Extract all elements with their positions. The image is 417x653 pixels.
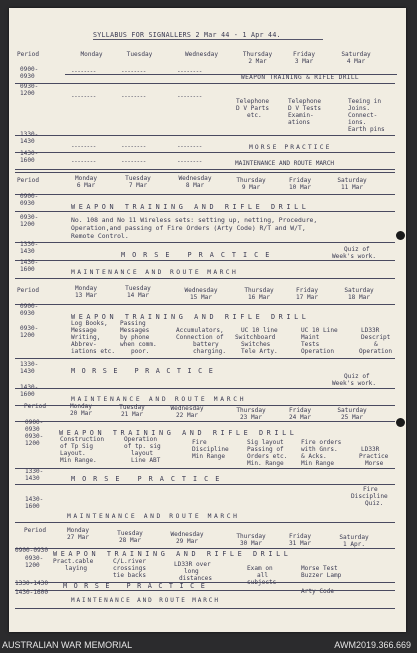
mon-cell-line: Layout. [60,450,86,457]
time-label: 0900-0930 [15,547,49,554]
rule-line [15,169,395,170]
time-label: 1430- [20,150,39,157]
morse-practice-row: MORSE PRACTICE [71,367,220,375]
date-label: 2 Mar [248,58,267,65]
wed-cell-line: long [184,568,199,575]
date-label: 24 Mar [288,414,311,421]
date-label: 13 Mar [74,292,97,299]
rule-line [15,468,395,469]
mon-cell-line: Writing, [71,334,101,341]
thu-cell-line: Tele Arty. [241,348,278,355]
maintenance-row: MAINTENANCE AND ROUTE MARCH [71,396,247,403]
syllabus-document [9,8,406,632]
tue-cell-line: Messages [120,327,150,334]
day-header: Monday [80,51,103,58]
time-label: 1330-1430 [15,580,49,587]
period-label: Period [24,403,47,410]
rule-line [15,358,395,359]
period-label: Period [17,177,40,184]
time-label: 1330- [20,361,39,368]
thu-1200-line: etc. [247,112,262,119]
fri-cell-line: UC 10 Line [301,327,338,334]
sat-cell-line: Practice [359,453,389,460]
fri-cell-line: Tests [301,341,320,348]
tue-cell-line: of tp. sig [124,443,161,450]
maintenance-row: MAINTENANCE AND ROUTE MARCH [71,597,220,604]
lesson-line: Operation,and passing of Fire Orders (Arty Code) R/T and W/T, [71,224,306,232]
day-header: Saturday [344,287,374,294]
date-label: 1 Apr. [342,541,365,548]
dash-placeholder: -------- [177,143,202,150]
date-label: 3 Mar [294,58,314,65]
arty-code-label: Arty Code [301,588,335,595]
time-label: 1430- [20,384,39,391]
fri-1200-line: D V Tests [288,105,322,112]
wed-cell-line: Accumulators, [176,327,224,334]
time-label: 0930- [20,325,39,332]
date-label: 25 Mar [340,414,363,421]
date-label: 31 Mar [288,540,311,547]
time-label: 0930- [25,433,44,440]
fri-cell-line: Min Range [301,460,335,467]
time-label: 0930 [25,426,40,433]
archive-footer [0,635,417,653]
wed-cell-line: Connection of [176,334,224,341]
dash-placeholder: -------- [177,93,202,100]
wed-cell-line: Discipline [192,446,229,453]
day-header: Saturday [341,51,371,58]
mon-cell-line: Min Range. [60,457,97,464]
dash-placeholder: -------- [121,93,146,100]
wed-cell-line: Min Range [192,453,226,460]
day-header: Wednesday [178,175,212,182]
weapon-training-row: WEAPON TRAINING AND RIFLE DRILL [71,203,310,211]
weapon-training-row: WEAPON TRAINING AND RIFLE DRILL [71,313,310,321]
dash-placeholder: -------- [121,68,146,75]
morse-practice-row: MORSE PRACTICE [63,582,212,590]
quiz-line: Quiz of [344,246,370,253]
day-header: Thursday [242,51,273,58]
fire-quiz-line: Fire [363,486,378,493]
lesson-line: Remote Control. [71,232,129,240]
fri-cell-line: Fire orders [301,439,342,446]
sat-1200-line: ions. [348,119,367,126]
thu-cell-line: Switchboard [235,334,276,341]
day-header: Wednesday [170,405,204,412]
maintenance-row: MAINTENANCE AND ROUTE MARCH [71,269,239,276]
day-header: Wednesday [184,287,218,294]
tue-cell-line: Passing [120,320,146,327]
wed-cell-line: charging. [193,348,227,355]
wed-cell-line: Fire [192,439,207,446]
fri-1200-line: Examin- [288,112,314,119]
thu-cell-line: UC 10 line [241,327,278,334]
sat-cell-line: Morse [365,460,384,467]
date-label: 17 Mar [295,294,318,301]
day-header: Tuesday [117,530,143,537]
time-label: 1600 [20,391,35,398]
morse-practice-row: MORSE PRACTICE [121,251,277,259]
day-header: Wednesday [184,51,219,58]
maintenance-row: MAINTENANCE AND ROUTE MARCH [235,160,335,167]
tue-cell-line: by phone [120,334,150,341]
tue-cell-line: tie backs [113,572,147,579]
rule-line [15,152,395,153]
rule-line [15,172,395,173]
fri-cell-line: & Acks. [301,453,327,460]
date-label: 20 Mar [69,410,92,417]
time-label: 1430 [20,248,35,255]
mon-cell-line: Pract.cable [53,558,94,565]
period-label: Period [24,527,47,534]
thu-cell-line: Passing of [247,446,284,453]
dash-placeholder: -------- [177,158,202,165]
period-label: Period [17,287,40,294]
day-header: Saturday [337,407,367,414]
sat-cell-line: Operation [359,348,393,355]
thu-cell-line: Min. Range [247,460,284,467]
dash-placeholder: -------- [71,93,96,100]
tue-cell-line: when comm. [120,341,157,348]
day-header: Monday [66,527,89,534]
time-label: 0930 [20,200,35,207]
rule-line [15,304,395,305]
day-header: Wednesday [170,531,204,538]
time-label: 1200 [20,221,35,228]
document-title: SYLLABUS FOR SIGNALLERS 2 Mar 44 - 1 Apr 44. [93,31,323,40]
thu-1200-line: D V Parts [236,105,270,112]
rule-line [15,522,395,523]
period-label: Period [17,51,40,58]
rule-line [15,484,395,485]
day-header: Saturday [337,177,367,184]
time-label: 0930 [20,73,35,80]
dash-placeholder: -------- [121,143,146,150]
rule-line [15,388,395,389]
date-label: 8 Mar [185,182,205,189]
time-label: 1600 [25,503,40,510]
quiz-line: Week's work. [332,380,377,387]
dash-placeholder: -------- [71,143,96,150]
rule-line [15,242,395,243]
thu-cell-line: subjects [247,579,277,586]
weapon-training-row: WEAPON TRAINING AND RIFLE DRILL [53,550,292,558]
quiz-line: Quiz of [344,373,370,380]
sat-cell-line: LD33R [361,446,380,453]
sat-1200-line: Connect- [348,112,378,119]
time-label: 1430 [20,368,35,375]
dash-placeholder: -------- [71,68,96,75]
day-header: Friday [295,287,318,294]
time-label: 0900- [20,193,39,200]
tue-cell-line: layout [131,450,154,457]
day-header: Tuesday [125,285,151,292]
time-label: 1200 [20,90,35,97]
day-header: Tuesday [119,404,145,411]
day-header: Tuesday [126,51,153,58]
day-header: Tuesday [125,175,151,182]
sat-cell-line: LD33R [361,327,380,334]
rule-line [15,590,395,591]
dash-placeholder: -------- [177,68,202,75]
mon-cell-line: laying [65,565,88,572]
morse-practice-row: MORSE PRACTICE [249,144,332,151]
day-header: Friday [288,407,311,414]
thu-cell-line: Sig layout [247,439,284,446]
day-header: Thursday [236,407,266,414]
sat-1200-line: Teeing in [348,98,382,105]
morse-practice-row: MORSE PRACTICE [71,475,227,483]
day-header: Thursday [236,177,266,184]
rule-line [15,83,395,84]
day-header: Thursday [244,287,274,294]
wed-cell-line: battery [193,341,219,348]
dash-placeholder: -------- [71,158,96,165]
date-label: 9 Mar [241,184,261,191]
date-label: 11 Mar [340,184,363,191]
date-label: 4 Mar [346,58,366,65]
date-label: 22 Mar [175,412,198,419]
fire-quiz-line: Discipline [351,493,388,500]
thu-cell-line: Orders etc. [247,453,288,460]
tue-cell-line: Line ABT [131,457,161,464]
day-header: Monday [74,175,97,182]
thu-cell-line: Exam on [247,565,273,572]
date-label: 10 Mar [288,184,311,191]
date-label: 21 Mar [120,411,143,418]
fri-cell-line: Buzzer Lamp [301,572,342,579]
rule-line [15,194,395,195]
date-label: 23 Mar [239,414,262,421]
weapon-training-row: WEAPON TRAINING AND RIFLE DRILL [59,429,298,437]
fri-cell-line: Maint [301,334,320,341]
time-label: 0930- [20,214,39,221]
time-label: 0930- [25,555,44,562]
maintenance-row: MAINTENANCE AND ROUTE MARCH [67,513,240,520]
mon-cell-line: of Tp Sig [60,443,94,450]
fire-quiz-line: Quiz. [365,500,384,507]
day-header: Thursday [236,533,266,540]
date-label: 14 Mar [126,292,149,299]
lesson-line: No. 108 and No 11 Wireless sets: setting up, netting, Procedure, [71,216,318,224]
date-label: 27 Mar [66,534,89,541]
sat-1200-line: Earth pins [348,126,385,133]
fri-cell-line: Morse Test [301,565,338,572]
fri-cell-line: with Gnrs. [301,446,338,453]
time-label: 1430 [20,138,35,145]
time-label: 0900- [20,66,39,73]
time-label: 1200 [25,562,40,569]
thu-1200-line: Telephone [236,98,270,105]
day-header: Friday [288,177,311,184]
day-header: Friday [292,51,315,58]
quiz-line: Week's work. [332,253,377,260]
rule-line [15,260,395,261]
punch-hole [396,418,405,427]
time-label: 1430-1600 [15,589,49,596]
tue-cell-line: crossings [113,565,147,572]
day-header: Monday [74,285,97,292]
time-label: 1330- [25,468,44,475]
time-label: 0930 [20,310,35,317]
date-label: 16 Mar [247,294,270,301]
sat-1200-line: Joins. [348,105,371,112]
sat-cell-line: Descript [361,334,391,341]
date-label: 28 Mar [118,537,141,544]
tue-cell-line: C/L.river [113,558,147,565]
date-label: 7 Mar [128,182,148,189]
time-label: 0900- [20,303,39,310]
fri-cell-line: Operation [301,348,335,355]
mon-cell-line: Construction [60,436,105,443]
date-label: 6 Mar [76,182,96,189]
date-label: 18 Mar [347,294,370,301]
date-label: 29 Mar [175,538,198,545]
time-label: 0900- [25,419,44,426]
rule-line [15,548,395,549]
footer-accession-id: AWM2019.366.669 [334,640,411,650]
weapon-training-row: WEAPON TRAINING & RIFLE DRILL [241,74,359,81]
tue-cell-line: Operation [124,436,158,443]
time-label: 1200 [20,332,35,339]
sat-cell-line: & [374,341,378,348]
time-label: 1330- [20,241,39,248]
time-label: 1430- [25,496,44,503]
footer-institution: AUSTRALIAN WAR MEMORIAL [2,640,133,650]
time-label: 1430- [20,259,39,266]
dash-placeholder: -------- [121,158,146,165]
thu-cell-line: Switches [241,341,271,348]
day-header: Saturday [339,534,369,541]
time-label: 0930- [20,83,39,90]
tue-cell-line: poor. [131,348,150,355]
date-label: 15 Mar [189,294,212,301]
date-label: 30 Mar [239,540,262,547]
fri-1200-line: ations [288,119,311,126]
rule-line [15,211,395,212]
time-label: 1600 [20,266,35,273]
mon-cell-line: Message [71,327,97,334]
thu-cell-line: all [257,572,269,579]
wed-cell-line: distances [179,575,213,582]
time-label: 1200 [25,440,40,447]
rule-line [15,421,395,422]
fri-1200-line: Telephone [288,98,322,105]
wed-cell-line: LD33R over [174,561,211,568]
rule-line [15,278,395,279]
mon-cell-line: iations etc. [71,348,116,355]
day-header: Friday [288,533,311,540]
punch-hole [396,231,405,240]
rule-line [15,608,395,609]
time-label: 1430 [25,475,40,482]
mon-cell-line: Log Books, [71,320,108,327]
mon-cell-line: Abbrev- [71,341,97,348]
time-label: 1330- [20,131,39,138]
day-header: Monday [69,403,92,410]
time-label: 1600 [20,157,35,164]
rule-line [15,135,395,136]
